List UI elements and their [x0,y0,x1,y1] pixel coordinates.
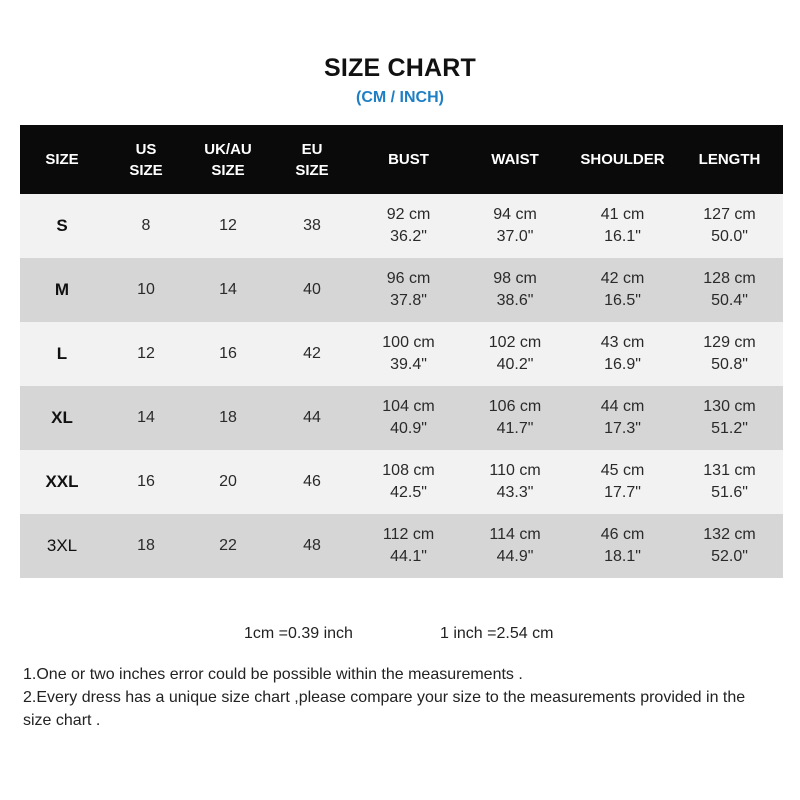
table-row [20,386,783,450]
shoulder-cm-value: 43 cm [600,334,645,351]
uk-au-size-cell: 12 [188,194,268,258]
length-cell [676,322,783,386]
note-2: 2.Every dress has a unique size chart ,please compare your size to the measurements provided in the size chart . [23,689,746,729]
length-cm-value: 129 cm [703,334,756,351]
length-inch-value: 51.2" [711,420,748,437]
bust-cm-value: 96 cm [386,270,431,287]
column-header-eu-size [268,125,356,194]
table-row [20,514,783,578]
waist-cell [461,258,569,322]
waist-inch-value: 37.0" [496,228,534,245]
waist-cell [461,194,569,258]
length-cm-value: 132 cm [703,526,756,543]
chart-title: SIZE CHART [324,54,476,82]
bust-cm-value: 92 cm [386,206,431,223]
column-header-line: EU [301,140,323,158]
length-inch-value: 50.0" [711,228,748,245]
length-cell [676,450,783,514]
shoulder-cm-value: 42 cm [600,270,645,287]
size-cell: 3XL [20,514,104,578]
shoulder-cell [569,194,676,258]
shoulder-inch-value: 17.3" [604,420,641,437]
length-inch-value: 50.4" [711,292,748,309]
bust-inch-value: 39.4" [390,356,427,373]
column-header-line: SIZE [129,161,163,179]
shoulder-inch-value: 16.1" [604,228,641,245]
waist-cm-value: 98 cm [493,270,537,287]
waist-cell [461,386,569,450]
bust-inch-value: 44.1" [390,548,427,565]
table-row [20,322,783,386]
waist-inch-value: 41.7" [496,420,534,437]
size-chart-table [20,125,783,578]
bust-cell [356,450,461,514]
waist-cm-value: 110 cm [489,462,541,479]
waist-inch-value: 40.2" [496,356,534,373]
shoulder-inch-value: 16.9" [604,356,641,373]
shoulder-cell [569,386,676,450]
size-cell: XXL [20,450,104,514]
waist-inch-value: 43.3" [496,484,534,501]
waist-cm-value: 94 cm [493,206,537,223]
us-size-cell: 18 [104,514,188,578]
waist-cm-value: 114 cm [489,526,541,543]
column-header-bust [356,125,461,194]
length-cm-value: 128 cm [703,270,756,287]
us-size-cell: 12 [104,322,188,386]
column-header-waist [461,125,569,194]
eu-size-cell: 42 [268,322,356,386]
shoulder-inch-value: 16.5" [604,292,641,309]
size-cell: S [20,194,104,258]
waist-inch-value: 38.6" [496,292,534,309]
waist-cell [461,514,569,578]
waist-cm-value: 106 cm [488,398,542,415]
bust-cm-value: 104 cm [382,398,435,415]
column-header-line: UK/AU [204,140,252,158]
uk-au-size-cell: 16 [188,322,268,386]
us-size-cell: 16 [104,450,188,514]
bust-cell [356,386,461,450]
shoulder-cm-value: 41 cm [600,206,645,223]
length-inch-value: 50.8" [711,356,748,373]
table-row [20,258,783,322]
cm-to-inch-conversion: 1cm =0.39 inch [244,625,353,642]
shoulder-inch-value: 18.1" [604,548,641,565]
size-cell: L [20,322,104,386]
column-header-uk-au-size [188,125,268,194]
bust-inch-value: 36.2" [390,228,427,245]
column-header-line: LENGTH [698,151,761,168]
us-size-cell: 10 [104,258,188,322]
eu-size-cell: 46 [268,450,356,514]
bust-inch-value: 37.8" [390,292,427,309]
inch-to-cm-conversion: 1 inch =2.54 cm [440,625,554,642]
eu-size-cell: 38 [268,194,356,258]
uk-au-size-cell: 20 [188,450,268,514]
shoulder-cell [569,514,676,578]
length-cell [676,386,783,450]
bust-cell [356,258,461,322]
column-header-shoulder [569,125,676,194]
column-header-line: SIZE [295,161,329,179]
length-cell [676,258,783,322]
bust-inch-value: 42.5" [390,484,427,501]
column-header-size [20,125,104,194]
bust-cm-value: 100 cm [382,334,435,351]
shoulder-cm-value: 44 cm [600,398,645,415]
uk-au-size-cell: 14 [188,258,268,322]
uk-au-size-cell: 22 [188,514,268,578]
notes-section [23,663,773,732]
size-cell: XL [20,386,104,450]
bust-inch-value: 40.9" [390,420,427,437]
eu-size-cell: 48 [268,514,356,578]
shoulder-cell [569,258,676,322]
us-size-cell: 14 [104,386,188,450]
column-header-line: US [135,140,157,158]
column-header-line: SHOULDER [580,151,665,168]
column-header-line: BUST [388,151,429,168]
uk-au-size-cell: 18 [188,386,268,450]
table-row [20,194,783,258]
header-row [20,125,783,194]
shoulder-cm-value: 45 cm [600,462,645,479]
column-header-line: SIZE [211,161,245,179]
us-size-cell: 8 [104,194,188,258]
bust-cm-value: 112 cm [382,526,435,543]
shoulder-inch-value: 17.7" [604,484,641,501]
shoulder-cell [569,450,676,514]
chart-unit-subtitle: (CM / INCH) [356,89,444,106]
column-header-line: SIZE [45,151,79,168]
note-1: 1.One or two inches error could be possible within the measurements . [23,666,523,683]
table-body [20,194,783,578]
length-cm-value: 130 cm [703,398,756,415]
size-cell: M [20,258,104,322]
eu-size-cell: 44 [268,386,356,450]
length-cell [676,514,783,578]
bust-cell [356,322,461,386]
column-header-length [676,125,783,194]
table-header [20,125,783,194]
length-inch-value: 52.0" [711,548,748,565]
waist-cell [461,450,569,514]
length-cell [676,194,783,258]
length-cm-value: 127 cm [703,206,756,223]
table-row [20,450,783,514]
waist-cell [461,322,569,386]
eu-size-cell: 40 [268,258,356,322]
bust-cm-value: 108 cm [382,462,435,479]
column-header-us-size [104,125,188,194]
column-header-line: WAIST [491,151,539,168]
waist-inch-value: 44.9" [496,548,534,565]
shoulder-cm-value: 46 cm [600,526,645,543]
waist-cm-value: 102 cm [488,334,542,351]
length-cm-value: 131 cm [703,462,756,479]
bust-cell [356,194,461,258]
length-inch-value: 51.6" [711,484,748,501]
shoulder-cell [569,322,676,386]
bust-cell [356,514,461,578]
